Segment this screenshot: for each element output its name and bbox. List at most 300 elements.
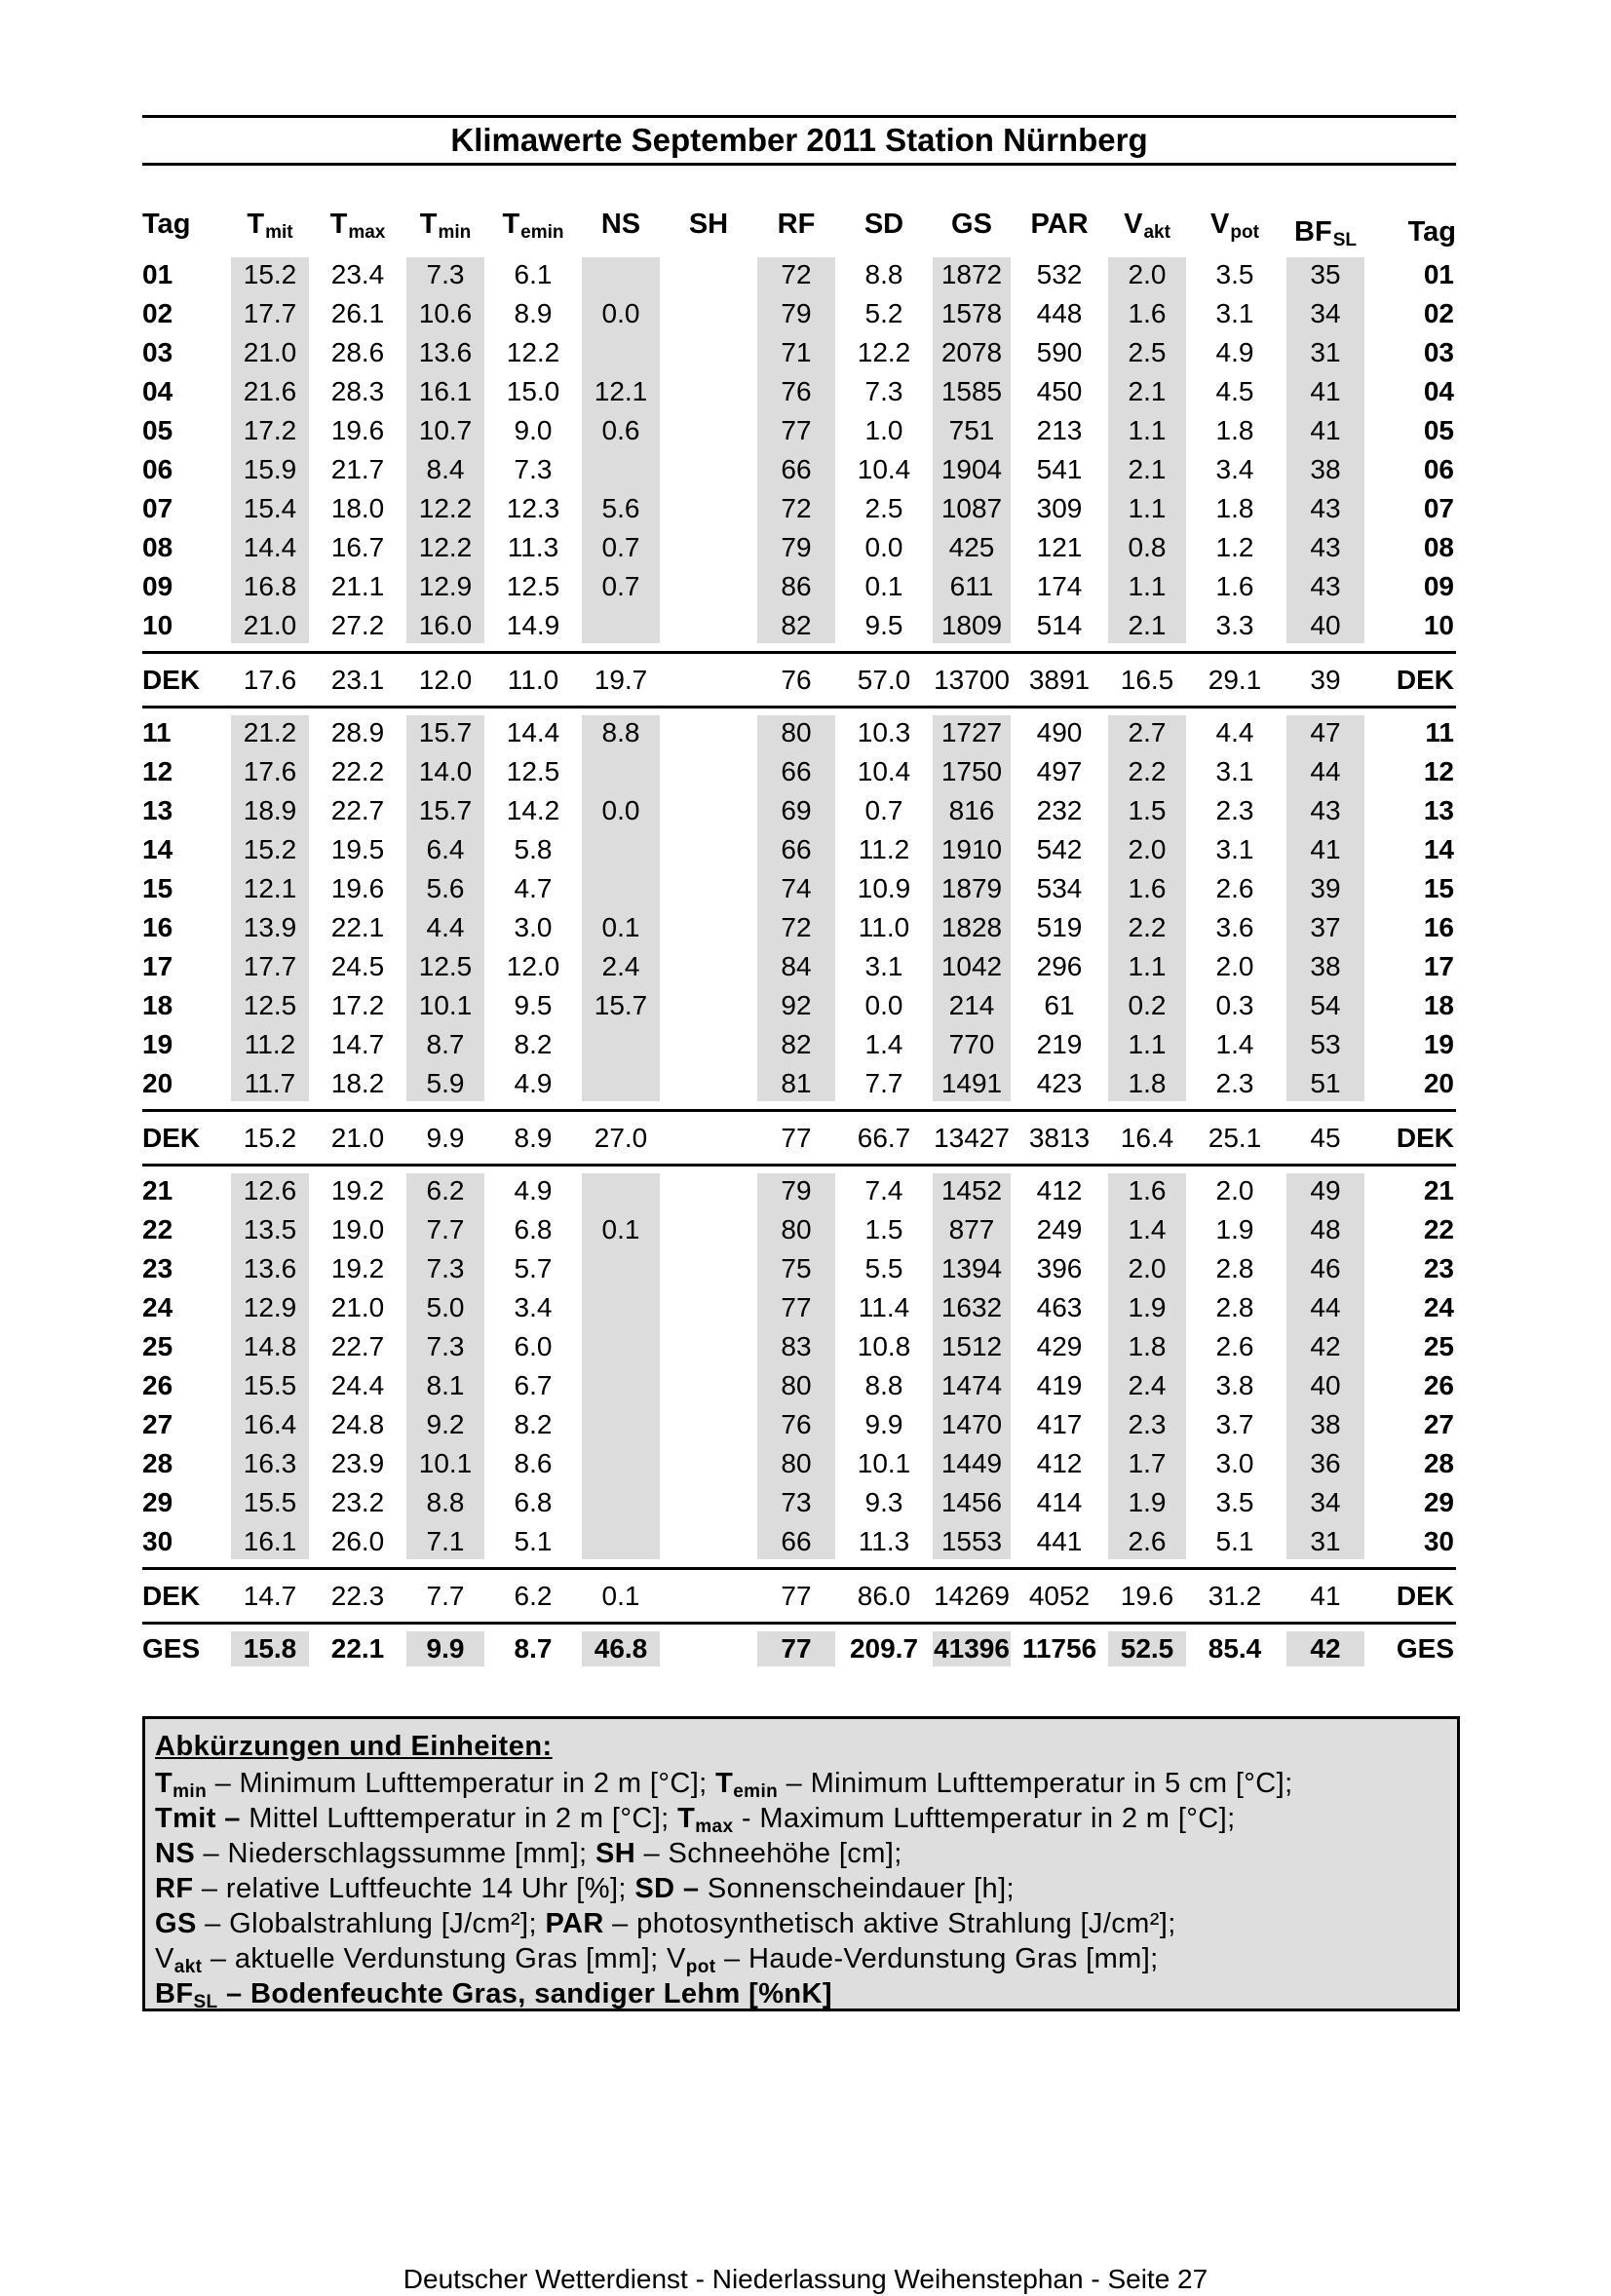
table-row-19-tmit: 11.2 xyxy=(244,1029,296,1059)
table-row-13-rf: 69 xyxy=(781,795,812,825)
table-row-10-vpot: 3.3 xyxy=(1215,610,1254,640)
table-row-11-sd: 10.3 xyxy=(857,717,911,747)
table-row-10-tmax: 27.2 xyxy=(330,610,385,640)
table-row-29-ns xyxy=(576,1483,666,1522)
dek-row-2-rf: 77 xyxy=(781,1123,812,1153)
table-row-27-tag: 27 xyxy=(142,1409,173,1439)
dek-row-2-par: 3813 xyxy=(1028,1123,1091,1153)
table-row-02-rf: 79 xyxy=(781,298,812,328)
table-row-13-sd: 0.7 xyxy=(864,795,903,825)
table-row-23-tmit: 13.6 xyxy=(243,1253,297,1283)
table-row-26-tag_right: 26 xyxy=(1423,1370,1454,1400)
table-row-25-rf: 83 xyxy=(781,1331,812,1361)
table-row-29-tmit: 15.5 xyxy=(243,1487,297,1517)
header-tag: Tag xyxy=(142,209,191,240)
table-row-08-vakt: 0.8 xyxy=(1128,532,1167,562)
table-row-05-tmax: 19.6 xyxy=(330,415,385,445)
table-row-01-vakt: 2.0 xyxy=(1128,259,1167,289)
table-row-03-tmax: 28.6 xyxy=(330,337,385,367)
table-row-14-sh xyxy=(664,830,753,869)
table-row-08-sh xyxy=(664,528,753,567)
table-row-03-temin: 12.2 xyxy=(506,337,560,367)
table-row-15-tmax: 19.6 xyxy=(330,873,385,903)
table-row-23-tmin: 7.3 xyxy=(426,1253,465,1283)
table-row-22-sd: 1.5 xyxy=(864,1214,903,1244)
table-row-14-par: 542 xyxy=(1036,834,1083,864)
table-row-11-par: 490 xyxy=(1036,717,1083,747)
table-row-28-ns xyxy=(576,1444,666,1483)
table-row-28-par: 412 xyxy=(1036,1448,1083,1478)
dek-row-3-sd: 86.0 xyxy=(857,1581,911,1611)
table-row-11-tmit: 21.2 xyxy=(243,717,297,747)
table-row-16-temin: 3.0 xyxy=(514,912,553,942)
dek-row-3-bfsl: 41 xyxy=(1310,1581,1341,1611)
header-bfsl-base: BF xyxy=(1294,216,1332,248)
table-row-24-temin: 3.4 xyxy=(514,1292,553,1322)
table-row-23-tag_right: 23 xyxy=(1423,1253,1454,1283)
table-row-12-tmax: 22.2 xyxy=(330,756,385,786)
table-row-07-gs: 1087 xyxy=(940,493,1003,523)
table-row-24-bfsl: 44 xyxy=(1310,1292,1341,1322)
dek-row-3-tmit: 14.7 xyxy=(243,1581,297,1611)
table-row-10-sd: 9.5 xyxy=(864,610,903,640)
header-vakt xyxy=(1102,205,1192,244)
table-row-24-sd: 11.4 xyxy=(858,1292,910,1322)
table-row-16-bfsl: 37 xyxy=(1310,912,1341,942)
table-row-23-ns xyxy=(576,1249,666,1288)
dek-row-3-vpot: 31.2 xyxy=(1208,1581,1262,1611)
table-row-24-tag: 24 xyxy=(142,1292,173,1322)
table-row-22-tag: 22 xyxy=(142,1214,173,1244)
dek-row-1-vakt: 16.5 xyxy=(1120,665,1174,695)
table-row-16-tmin: 4.4 xyxy=(426,912,465,942)
table-row-11-tag: 11 xyxy=(142,717,172,747)
table-row-09-sh xyxy=(664,567,753,606)
table-row-04-tmin: 16.1 xyxy=(418,376,473,406)
table-row-25-ns xyxy=(576,1327,666,1366)
table-row-09-bfsl: 43 xyxy=(1310,571,1341,601)
table-row-20-vakt: 1.8 xyxy=(1128,1068,1167,1098)
table-row-28-tmax: 23.9 xyxy=(330,1448,385,1478)
table-separator-6 xyxy=(142,1622,1456,1625)
table-row-04-tmax: 28.3 xyxy=(330,376,385,406)
table-row-15-ns xyxy=(576,869,666,908)
header-tmit-base: T xyxy=(247,209,265,240)
table-row-03-gs: 2078 xyxy=(940,337,1003,367)
dek-row-1-rf: 76 xyxy=(781,665,812,695)
header-sh: SH xyxy=(688,209,729,240)
table-row-07-tag: 07 xyxy=(142,493,173,523)
table-row-23-tag: 23 xyxy=(142,1253,173,1283)
table-row-23-tmax: 19.2 xyxy=(330,1253,385,1283)
table-row-28-sd: 10.1 xyxy=(857,1448,911,1478)
table-row-14-tag: 14 xyxy=(142,834,173,864)
table-row-02-vakt: 1.6 xyxy=(1128,298,1167,328)
table-row-22-tmit: 13.5 xyxy=(243,1214,297,1244)
table-row-12-ns xyxy=(576,752,666,791)
table-row-08-tmin: 12.2 xyxy=(418,532,473,562)
dek-row-1-tmit: 17.6 xyxy=(243,665,297,695)
table-row-28-vakt: 1.7 xyxy=(1128,1448,1167,1478)
table-row-05-sh xyxy=(664,411,753,450)
table-row-25-tmit: 14.8 xyxy=(243,1331,297,1361)
table-row-17-tmit: 17.7 xyxy=(243,951,297,981)
table-row-25-tmax: 22.7 xyxy=(330,1331,385,1361)
table-row-11-vakt: 2.7 xyxy=(1128,717,1167,747)
table-row-07-tmax: 18.0 xyxy=(330,493,385,523)
table-row-18-sd: 0.0 xyxy=(864,990,903,1020)
table-row-30-par: 441 xyxy=(1036,1526,1083,1556)
header-bfsl-sub: SL xyxy=(1332,230,1357,250)
table-row-25-par: 429 xyxy=(1036,1331,1083,1361)
table-row-09-par: 174 xyxy=(1036,571,1083,601)
table-row-13-gs: 816 xyxy=(948,795,995,825)
table-row-16-sd: 11.0 xyxy=(858,912,910,942)
table-row-11-ns: 8.8 xyxy=(601,717,640,747)
table-row-17-tag: 17 xyxy=(142,951,173,981)
table-row-14-tmit: 15.2 xyxy=(243,834,297,864)
dek-row-2-vpot: 25.1 xyxy=(1208,1123,1262,1153)
table-row-09-vakt: 1.1 xyxy=(1128,571,1167,601)
table-row-20-tmin: 5.9 xyxy=(426,1068,465,1098)
table-row-18-tmax: 17.2 xyxy=(330,990,385,1020)
table-row-30-gs: 1553 xyxy=(940,1526,1003,1556)
table-row-25-bfsl: 42 xyxy=(1310,1331,1341,1361)
table-row-17-bfsl: 38 xyxy=(1310,951,1341,981)
ges-row-tmin: 9.9 xyxy=(426,1633,465,1664)
table-row-26-tmin: 8.1 xyxy=(426,1370,465,1400)
table-row-22-gs: 877 xyxy=(948,1214,995,1244)
table-row-25-sd: 10.8 xyxy=(857,1331,911,1361)
table-row-04-gs: 1585 xyxy=(940,376,1003,406)
header-vakt-sub: akt xyxy=(1143,222,1170,243)
table-row-19-sh xyxy=(664,1025,753,1064)
dek-row-2-sh xyxy=(664,1119,753,1158)
table-row-08-tag: 08 xyxy=(142,532,173,562)
table-row-14-ns xyxy=(576,830,666,869)
table-row-21-tag: 21 xyxy=(142,1175,173,1205)
dek-row-1-bfsl: 39 xyxy=(1310,665,1341,695)
table-row-13-sh xyxy=(664,791,753,830)
table-row-16-ns: 0.1 xyxy=(601,912,640,942)
table-row-21-tag_right: 21 xyxy=(1423,1175,1454,1205)
table-row-13-temin: 14.2 xyxy=(506,795,560,825)
table-row-29-tag_right: 29 xyxy=(1423,1487,1454,1517)
table-row-12-tmin: 14.0 xyxy=(418,756,473,786)
table-row-17-tmax: 24.5 xyxy=(330,951,385,981)
table-row-09-tmax: 21.1 xyxy=(330,571,385,601)
table-separator-1 xyxy=(142,651,1456,654)
dek-row-3-rf: 77 xyxy=(781,1581,812,1611)
header-temin-base: T xyxy=(502,209,520,240)
table-row-10-par: 514 xyxy=(1036,610,1083,640)
table-row-14-tag_right: 14 xyxy=(1423,834,1454,864)
table-row-26-vpot: 3.8 xyxy=(1215,1370,1254,1400)
table-row-28-temin: 8.6 xyxy=(514,1448,553,1478)
table-row-14-sd: 11.2 xyxy=(858,834,910,864)
table-row-20-gs: 1491 xyxy=(940,1068,1003,1098)
table-row-02-tag_right: 02 xyxy=(1423,298,1454,328)
table-row-17-gs: 1042 xyxy=(940,951,1003,981)
table-row-01-par: 532 xyxy=(1036,259,1083,289)
ges-row-sh xyxy=(664,1629,753,1668)
table-row-05-temin: 9.0 xyxy=(514,415,553,445)
legend-box xyxy=(142,1716,1460,2011)
table-row-01-rf: 72 xyxy=(781,259,812,289)
table-separator-3 xyxy=(142,1109,1456,1112)
table-row-24-vpot: 2.8 xyxy=(1215,1292,1254,1322)
table-row-18-tag: 18 xyxy=(142,990,173,1020)
dek-row-3-tag_right: DEK xyxy=(1396,1581,1454,1611)
table-row-12-tag_right: 12 xyxy=(1423,756,1454,786)
table-row-29-sh xyxy=(664,1483,753,1522)
dek-row-1-tmax: 23.1 xyxy=(330,665,385,695)
table-row-25-temin: 6.0 xyxy=(514,1331,553,1361)
table-row-08-gs: 425 xyxy=(948,532,995,562)
table-row-26-par: 419 xyxy=(1036,1370,1083,1400)
table-row-21-vakt: 1.6 xyxy=(1128,1175,1167,1205)
table-row-19-tmin: 8.7 xyxy=(426,1029,465,1059)
dek-row-1-vpot: 29.1 xyxy=(1208,665,1262,695)
table-row-11-tmax: 28.9 xyxy=(330,717,385,747)
header-par: PAR xyxy=(1030,209,1089,240)
table-row-10-tmin: 16.0 xyxy=(418,610,473,640)
table-row-11-rf: 80 xyxy=(781,717,812,747)
table-row-22-vpot: 1.9 xyxy=(1215,1214,1254,1244)
table-row-26-gs: 1474 xyxy=(940,1370,1003,1400)
table-row-26-tmit: 15.5 xyxy=(243,1370,297,1400)
table-row-30-temin: 5.1 xyxy=(514,1526,553,1556)
table-row-26-bfsl: 40 xyxy=(1310,1370,1341,1400)
table-row-12-temin: 12.5 xyxy=(506,756,560,786)
table-row-06-vakt: 2.1 xyxy=(1128,454,1167,484)
table-row-04-tag_right: 04 xyxy=(1423,376,1454,406)
table-row-06-tag_right: 06 xyxy=(1423,454,1454,484)
table-row-29-tag: 29 xyxy=(142,1487,173,1517)
table-row-18-tmit: 12.5 xyxy=(243,990,297,1020)
dek-row-2-sd: 66.7 xyxy=(857,1123,911,1153)
header-tmin-sub: min xyxy=(438,222,472,243)
table-row-29-tmax: 23.2 xyxy=(330,1487,385,1517)
table-row-28-tmin: 10.1 xyxy=(418,1448,473,1478)
dek-row-3-ns: 0.1 xyxy=(601,1581,640,1611)
table-row-18-tag_right: 18 xyxy=(1423,990,1454,1020)
table-row-15-tag_right: 15 xyxy=(1423,873,1454,903)
table-row-10-vakt: 2.1 xyxy=(1128,610,1167,640)
table-row-21-tmit: 12.6 xyxy=(243,1175,297,1205)
table-row-20-tmax: 18.2 xyxy=(330,1068,385,1098)
table-row-08-par: 121 xyxy=(1036,532,1083,562)
table-row-07-vpot: 1.8 xyxy=(1215,493,1254,523)
table-row-15-sd: 10.9 xyxy=(857,873,911,903)
header-ns: NS xyxy=(600,209,641,240)
legend-line-tmit-tmax: Tmit – Mittel Lufttemperatur in 2 m [°C]; $T_{max}$ - Maximum Lufttemperatur in 2 m [°C]; xyxy=(155,1803,1236,1837)
table-row-09-ns: 0.7 xyxy=(601,571,640,601)
table-row-03-rf: 71 xyxy=(781,337,812,367)
table-row-10-rf: 82 xyxy=(781,610,812,640)
page-title: Klimawerte September 2011 Station Nürnberg xyxy=(450,122,1148,158)
table-row-19-tag: 19 xyxy=(142,1029,173,1059)
table-row-20-ns xyxy=(576,1064,666,1103)
table-row-07-par: 309 xyxy=(1036,493,1083,523)
table-row-13-tag: 13 xyxy=(142,795,173,825)
table-row-02-sh xyxy=(664,294,753,333)
table-row-01-tmit: 15.2 xyxy=(243,259,297,289)
table-row-05-gs: 751 xyxy=(948,415,995,445)
table-row-01-tmin: 7.3 xyxy=(426,259,465,289)
table-row-06-tmax: 21.7 xyxy=(330,454,385,484)
table-row-20-sh xyxy=(664,1064,753,1103)
table-row-02-tmin: 10.6 xyxy=(418,298,473,328)
table-row-02-par: 448 xyxy=(1036,298,1083,328)
table-row-08-sd: 0.0 xyxy=(864,532,903,562)
table-row-16-tag: 16 xyxy=(142,912,173,942)
table-row-10-tag_right: 10 xyxy=(1423,610,1454,640)
dek-row-3-tag: DEK xyxy=(142,1581,201,1611)
table-row-27-ns xyxy=(576,1405,666,1444)
table-row-03-vakt: 2.5 xyxy=(1128,337,1167,367)
legend-line-vakt-vpot: $V_{akt}$ – aktuelle Verdunstung Gras [mm]; $V_{pot}$ – Haude-Verdunstung Gras [mm]; xyxy=(155,1943,1159,1977)
table-row-21-sd: 7.4 xyxy=(864,1175,903,1205)
dek-row-3-par: 4052 xyxy=(1028,1581,1091,1611)
table-row-14-tmax: 19.5 xyxy=(330,834,385,864)
table-row-18-ns: 15.7 xyxy=(594,990,648,1020)
table-row-04-par: 450 xyxy=(1036,376,1083,406)
header-rf: RF xyxy=(777,209,816,240)
table-row-27-rf: 76 xyxy=(781,1409,812,1439)
table-row-25-vakt: 1.8 xyxy=(1128,1331,1167,1361)
table-row-07-tmit: 15.4 xyxy=(243,493,297,523)
table-row-05-vpot: 1.8 xyxy=(1215,415,1254,445)
table-row-03-tmin: 13.6 xyxy=(418,337,473,367)
table-row-16-tmit: 13.9 xyxy=(243,912,297,942)
table-row-21-rf: 79 xyxy=(781,1175,812,1205)
table-row-05-rf: 77 xyxy=(781,415,812,445)
table-row-06-temin: 7.3 xyxy=(514,454,553,484)
table-row-22-par: 249 xyxy=(1036,1214,1083,1244)
table-row-28-vpot: 3.0 xyxy=(1215,1448,1254,1478)
dek-row-2-tmax: 21.0 xyxy=(330,1123,385,1153)
table-row-30-tmax: 26.0 xyxy=(330,1526,385,1556)
table-row-15-tag: 15 xyxy=(142,873,173,903)
table-row-22-bfsl: 48 xyxy=(1310,1214,1341,1244)
table-row-08-vpot: 1.2 xyxy=(1215,532,1254,562)
table-row-07-temin: 12.3 xyxy=(506,493,560,523)
table-row-24-tmax: 21.0 xyxy=(330,1292,385,1322)
table-row-09-rf: 86 xyxy=(781,571,812,601)
table-row-01-sh xyxy=(664,255,753,294)
table-row-10-tmit: 21.0 xyxy=(243,610,297,640)
table-row-19-par: 219 xyxy=(1036,1029,1083,1059)
table-row-12-sh xyxy=(664,752,753,791)
ges-row-tag_right: GES xyxy=(1396,1633,1454,1664)
table-row-08-bfsl: 43 xyxy=(1310,532,1341,562)
table-row-03-bfsl: 31 xyxy=(1310,337,1341,367)
table-row-05-sd: 1.0 xyxy=(864,415,903,445)
table-row-08-rf: 79 xyxy=(781,532,812,562)
table-row-05-par: 213 xyxy=(1036,415,1083,445)
table-row-20-par: 423 xyxy=(1036,1068,1083,1098)
table-row-22-tmax: 19.0 xyxy=(330,1214,385,1244)
table-row-16-gs: 1828 xyxy=(940,912,1003,942)
table-row-12-bfsl: 44 xyxy=(1310,756,1341,786)
table-row-01-vpot: 3.5 xyxy=(1215,259,1254,289)
legend-line-bfsl: $BF_{SL}$ – Bodenfeuchte Gras, sandiger Lehm [%nK] xyxy=(155,1978,832,2012)
table-row-09-tmit: 16.8 xyxy=(243,571,297,601)
table-row-03-tag_right: 03 xyxy=(1423,337,1454,367)
table-row-04-bfsl: 41 xyxy=(1310,376,1341,406)
table-separator-2 xyxy=(142,706,1456,708)
table-row-06-tmit: 15.9 xyxy=(243,454,297,484)
table-row-17-vpot: 2.0 xyxy=(1215,951,1254,981)
table-row-23-gs: 1394 xyxy=(940,1253,1003,1283)
table-row-17-ns: 2.4 xyxy=(601,951,640,981)
table-row-20-tmit: 11.7 xyxy=(244,1068,296,1098)
table-row-04-ns: 12.1 xyxy=(594,376,648,406)
table-row-29-rf: 73 xyxy=(781,1487,812,1517)
table-row-14-rf: 66 xyxy=(781,834,812,864)
table-row-17-vakt: 1.1 xyxy=(1128,951,1167,981)
table-row-13-par: 232 xyxy=(1036,795,1083,825)
table-row-22-rf: 80 xyxy=(781,1214,812,1244)
legend-line-gs-par: GS – Globalstrahlung [J/cm²]; PAR – photosynthetisch aktive Strahlung [J/cm²]; xyxy=(155,1908,1176,1939)
legend-line-tmin-temin: $T_{min}$ – Minimum Lufttemperatur in 2 m [°C]; $T_{emin}$ – Minimum Lufttemperatur in 5 cm [°C]; xyxy=(155,1768,1293,1802)
ges-row-vpot: 85.4 xyxy=(1208,1633,1262,1664)
header-sd: SD xyxy=(863,209,904,240)
table-row-14-vpot: 3.1 xyxy=(1215,834,1254,864)
table-row-24-tmin: 5.0 xyxy=(426,1292,465,1322)
ges-row-tmax: 22.1 xyxy=(330,1633,385,1664)
table-row-19-bfsl: 53 xyxy=(1310,1029,1341,1059)
table-row-14-tmin: 6.4 xyxy=(426,834,465,864)
table-row-11-vpot: 4.4 xyxy=(1215,717,1254,747)
table-row-22-tmin: 7.7 xyxy=(426,1214,465,1244)
table-row-08-ns: 0.7 xyxy=(601,532,640,562)
table-row-09-temin: 12.5 xyxy=(506,571,560,601)
table-row-07-sd: 2.5 xyxy=(864,493,903,523)
table-row-03-ns xyxy=(576,333,666,372)
table-row-20-temin: 4.9 xyxy=(514,1068,553,1098)
dek-row-2-ns: 27.0 xyxy=(594,1123,648,1153)
table-row-16-tmax: 22.1 xyxy=(330,912,385,942)
table-row-30-bfsl: 31 xyxy=(1310,1526,1341,1556)
table-row-10-tag: 10 xyxy=(142,610,173,640)
table-row-06-sd: 10.4 xyxy=(857,454,911,484)
header-tag_right: Tag xyxy=(1407,216,1456,248)
table-row-13-tmin: 15.7 xyxy=(418,795,473,825)
table-row-02-vpot: 3.1 xyxy=(1215,298,1254,328)
table-row-18-gs: 214 xyxy=(948,990,995,1020)
dek-row-2-tag: DEK xyxy=(142,1123,201,1153)
header-vakt-base: V xyxy=(1124,209,1143,240)
table-row-02-tag: 02 xyxy=(142,298,173,328)
header-tmax-sub: max xyxy=(348,222,386,243)
table-row-16-rf: 72 xyxy=(781,912,812,942)
table-row-17-sh xyxy=(664,947,753,986)
table-row-18-vakt: 0.2 xyxy=(1128,990,1167,1020)
ges-row-tmit: 15.8 xyxy=(243,1633,297,1664)
table-row-01-ns xyxy=(576,255,666,294)
legend-line-rf-sd: RF – relative Luftfeuchte 14 Uhr [%]; SD – Sonnenscheindauer [h]; xyxy=(155,1873,1016,1904)
table-row-23-par: 396 xyxy=(1036,1253,1083,1283)
table-row-27-tmax: 24.8 xyxy=(330,1409,385,1439)
table-row-21-tmin: 6.2 xyxy=(426,1175,465,1205)
table-row-30-tmin: 7.1 xyxy=(426,1526,465,1556)
table-row-29-gs: 1456 xyxy=(940,1487,1003,1517)
table-row-01-gs: 1872 xyxy=(940,259,1003,289)
table-row-25-tag: 25 xyxy=(142,1331,173,1361)
table-row-24-ns xyxy=(576,1288,666,1327)
